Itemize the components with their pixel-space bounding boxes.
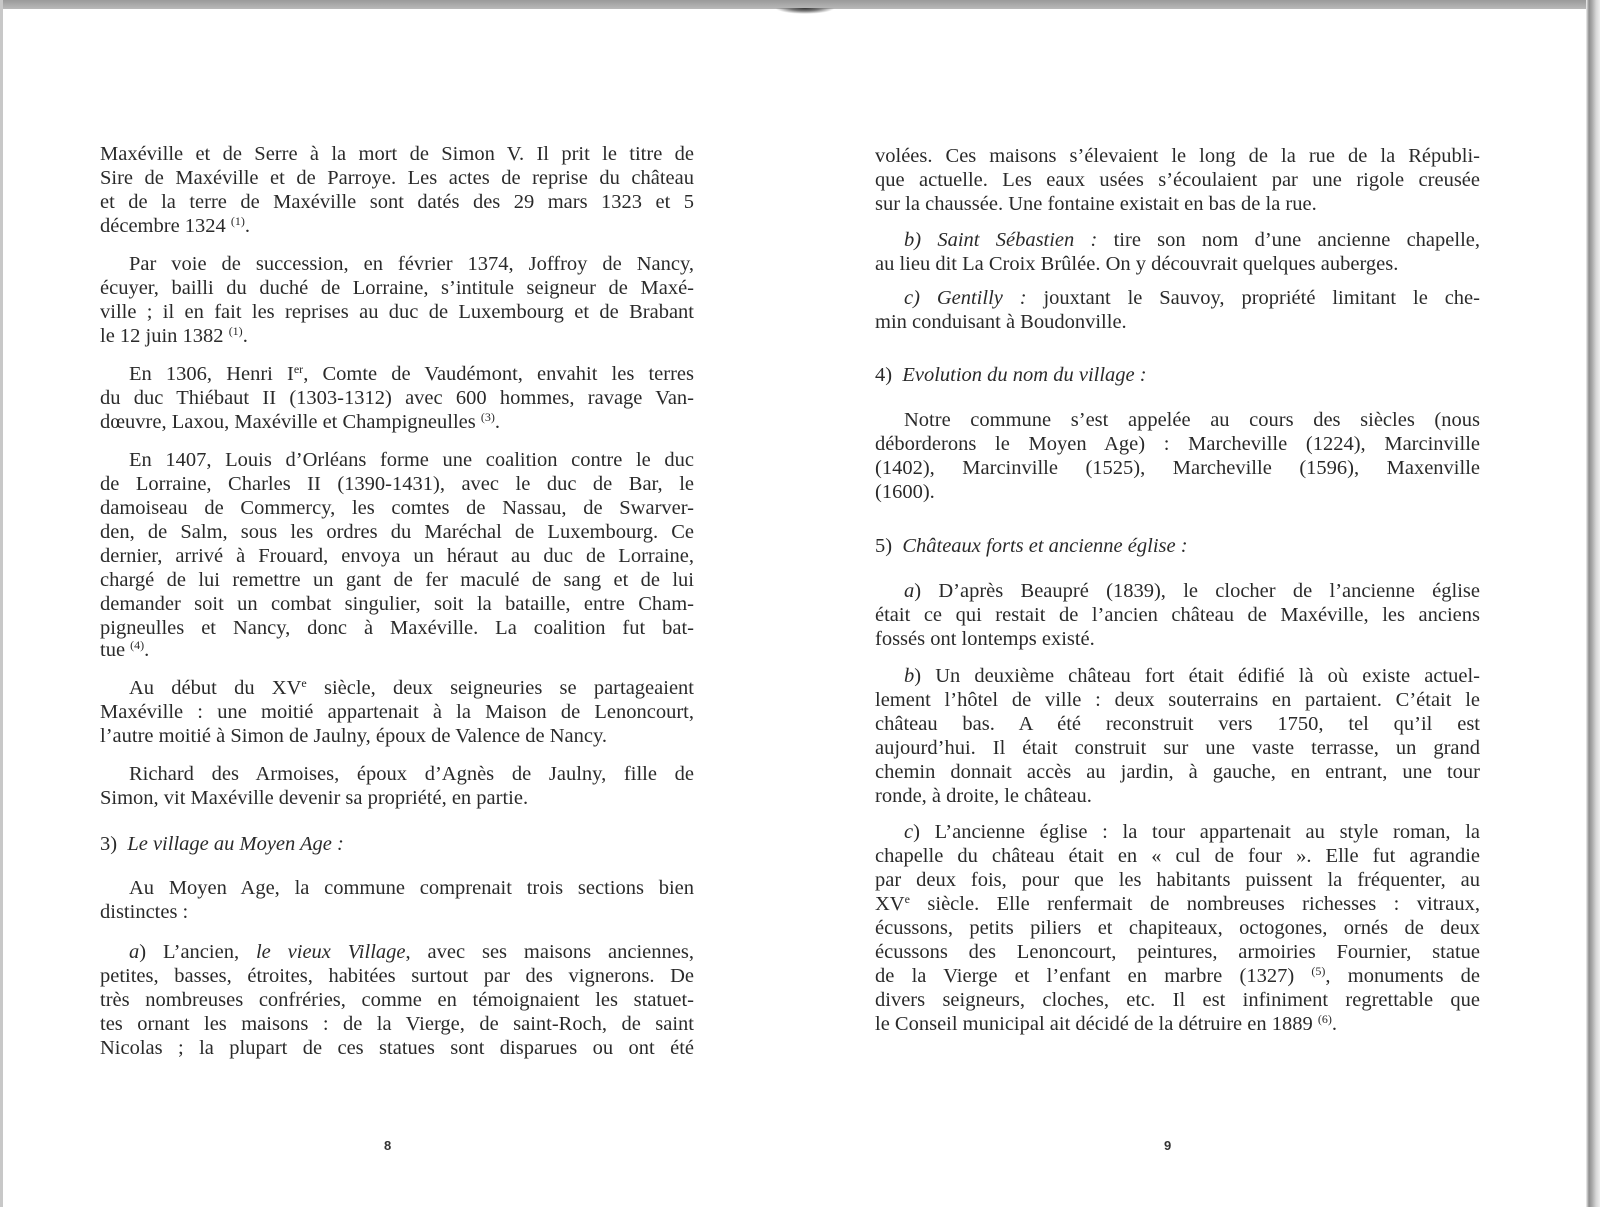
text-fragment: , avec ses maisons anciennes, [405, 941, 694, 963]
text-line [100, 940, 694, 964]
superscript: e [301, 676, 307, 690]
left-page [0, 0, 790, 1207]
text-line: distinctes : [100, 901, 189, 923]
text-line: sur la chaussée. Une fontaine existait en bas de la rue. [875, 193, 1317, 215]
text-line: de Lorraine, Charles II (1390-1431), avec le duc de Bar, le [100, 473, 694, 495]
emphasis: Saint Sébastien : [937, 229, 1098, 251]
text-line: très nombreuses confréries, comme en témoignaient les statuet- [100, 989, 694, 1011]
text-line [100, 362, 694, 386]
list-marker: a [904, 580, 915, 602]
text-line: Richard des Armoises, époux d’Agnès de Jaulny, fille de [129, 763, 694, 785]
text-line: tes ornant les maisons : de la Vierge, de saint-Roch, de saint [100, 1013, 694, 1035]
text-line: den, de Salm, sous les ordres du Maréchal de Luxembourg. Ce [100, 521, 694, 543]
text-line: ville ; il en fait les reprises au duc de Luxembourg et de Brabant [100, 301, 694, 323]
text-line: dernier, arrivé à Frouard, envoya un héraut au duc de Lorraine, [100, 545, 694, 567]
section-heading [875, 534, 1480, 558]
section-title: Châteaux forts et ancienne église : [902, 535, 1188, 557]
text-fragment: dœuvre, Laxou, Maxéville et Champigneulles [100, 411, 476, 433]
text-line [875, 228, 1480, 252]
text-line: ronde, à droite, le château. [875, 785, 1092, 807]
text-fragment: . [1331, 1013, 1338, 1035]
text-line [875, 1012, 1480, 1036]
text-line [875, 286, 1480, 310]
text-line: dœuvre, Laxou, Maxéville et Champigneulles $^{(3)}$. [100, 410, 500, 433]
text-line: déborderons le Moyen Age) : Marcheville (1224), Marcinville [875, 433, 1480, 455]
text-fragment: ) D’après Beaupré (1839), le clocher de l’ancienne église [914, 580, 1480, 602]
text-line: Simon, vit Maxéville devenir sa propriété, en partie. [100, 787, 529, 809]
text-line: demander soit un combat singulier, soit la bataille, entre Cham- [100, 593, 694, 615]
text-line: était ce qui restait de l’ancien château de Maxéville, les anciens [875, 604, 1480, 626]
text-line: volées. Ces maisons s’élevaient le long de la rue de la Républi- [875, 145, 1480, 167]
text-fragment: , monuments de [1325, 965, 1481, 987]
list-marker: b [904, 665, 915, 687]
text-line: du duc Thiébaut II (1303-1312) avec 600 hommes, ravage Van- [100, 387, 694, 409]
footnote-ref: (6) [1317, 1012, 1332, 1026]
text-line: Au Moyen Age, la commune comprenait trois sections bien [129, 877, 694, 899]
text-line: min conduisant à Boudonville. [875, 311, 1127, 333]
text-fragment: le Conseil municipal ait décidé de la détruire en 1889 [875, 1013, 1318, 1035]
text-fragment: siècle. Elle renfermait de nombreuses richesses : vitraux, [909, 893, 1480, 915]
text-fragment: siècle, deux seigneuries se partageaient [306, 677, 694, 699]
text-line: Maxéville et de Serre à la mort de Simon V. Il prit le titre de [100, 143, 694, 165]
text-fragment: XV [875, 893, 905, 915]
text-line: par deux fois, pour que les habitants puissent la fréquenter, au [875, 869, 1480, 891]
text-line: écussons, petits piliers et chapiteaux, octogones, ornés de deux [875, 917, 1480, 939]
text-line: aujourd’hui. Il était construit sur une vaste terrasse, un grand [875, 737, 1480, 759]
footnote-ref: (1) [228, 324, 243, 338]
text-fragment: , Comte de Vaudémont, envahit les terres [303, 363, 694, 385]
section-heading [100, 832, 694, 856]
text-line: chemin donnait accès au jardin, à gauche, en entrant, une tour [875, 761, 1480, 783]
text-line: Maxéville : une moitié appartenait à la Maison de Lenoncourt, [100, 701, 694, 723]
text-line [100, 676, 694, 700]
text-line: (1402), Marcinville (1525), Marcheville (1596), Maxenville [875, 457, 1480, 479]
text-fragment: jouxtant le Sauvoy, propriété limitant le che- [1026, 287, 1480, 309]
text-line: château bas. A été reconstruit vers 1750, tel qu’il est [875, 713, 1480, 735]
text-fragment: En 1306, Henri I [129, 363, 294, 385]
footnote-ref: (5) [1311, 964, 1326, 978]
text-line: damoiseau de Commercy, les comtes de Nassau, de Swarver- [100, 497, 694, 519]
text-line: chargé de lui remettre un gant de fer maculé de sang et de lui [100, 569, 694, 591]
text-line: Par voie de succession, en février 1374, Joffroy de Nancy, [129, 253, 694, 275]
page-number: 8 [384, 1138, 392, 1153]
section-heading [875, 363, 1480, 387]
emphasis: Gentilly : [936, 287, 1027, 309]
text-line [875, 964, 1480, 988]
text-fragment: le 12 juin 1382 [100, 325, 224, 347]
text-fragment: ) Un deuxième château fort était édifié là où existe actuel- [914, 665, 1480, 687]
text-line: au lieu dit La Croix Brûlée. On y découvrait quelques auberges. [875, 253, 1399, 275]
text-line: que actuelle. Les eaux usées s’écoulaient par une rigole creusée [875, 169, 1480, 191]
text-line: Notre commune s’est appelée au cours des siècles (nous [904, 409, 1480, 431]
list-marker: c [904, 821, 914, 843]
text-fragment: de la Vierge et l’enfant en marbre (1327) [875, 965, 1312, 987]
text-line: le 12 juin 1382 $^{(1)}$. [100, 324, 248, 347]
text-line: écussons des Lenoncourt, peintures, armoiries Fournier, statue [875, 941, 1480, 963]
section-number: 5) [875, 535, 893, 557]
text-line: pigneulles et Nancy, donc à Maxéville. La coalition fut bat- [100, 617, 694, 639]
text-line [875, 892, 1480, 916]
text-line: lement l’hôtel de ville : deux souterrains en partaient. C’était le [875, 689, 1480, 711]
text-fragment: tire son nom d’une ancienne chapelle, [1097, 229, 1480, 251]
text-line: l’autre moitié à Simon de Jaulny, époux de Valence de Nancy. [100, 725, 608, 747]
text-fragment: Au début du XV [129, 677, 302, 699]
list-marker: c) [904, 287, 937, 309]
text-line: Nicolas ; la plupart de ces statues sont disparues ou ont été [100, 1037, 694, 1059]
page-number: 9 [1164, 1138, 1172, 1153]
footnote-ref: (1) [230, 214, 245, 228]
text-line: écuyer, bailli du duché de Lorraine, s’intitule seigneur de Maxé- [100, 277, 694, 299]
text-line: petites, basses, étroites, habitées surtout par des vignerons. De [100, 965, 694, 987]
section-number: 3) [100, 833, 118, 855]
superscript: e [904, 892, 910, 906]
text-line: divers seigneurs, cloches, etc. Il est infiniment regrettable que [875, 989, 1480, 1011]
footnote-ref: (3) [480, 410, 495, 424]
text-line: décembre 1324 $^{(1)}$. [100, 214, 251, 237]
emphasis: le vieux Village [255, 941, 406, 963]
text-line: tue $^{(4)}$. [100, 638, 150, 661]
text-line: (1600). [875, 481, 935, 503]
footnote-ref: (4) [130, 638, 145, 652]
text-fragment: ) L’ancienne église : la tour appartenait au style roman, la [913, 821, 1480, 843]
text-fragment: ) L’ancien, [139, 941, 256, 963]
right-page [790, 0, 1586, 1207]
list-marker: b) [904, 229, 938, 251]
section-number: 4) [875, 364, 893, 386]
scan-right-edge [1586, 0, 1600, 1207]
section-title: Le village au Moyen Age : [127, 833, 344, 855]
text-line: Sire de Maxéville et de Parroye. Les actes de reprise du château [100, 167, 694, 189]
text-line: chapelle du château était en « cul de four ». Elle fut agrandie [875, 845, 1480, 867]
text-line [875, 579, 1480, 603]
text-line [875, 820, 1480, 844]
text-line: et de la terre de Maxéville sont datés des 29 mars 1323 et 5 [100, 191, 694, 213]
superscript: er [293, 362, 304, 376]
text-line [875, 664, 1480, 688]
text-line: fossés ont lontemps existé. [875, 628, 1095, 650]
section-title: Evolution du nom du village : [902, 364, 1147, 386]
text-line: En 1407, Louis d’Orléans forme une coalition contre le duc [129, 449, 694, 471]
text-fragment: tue [100, 639, 126, 661]
list-marker: a [129, 941, 140, 963]
text-fragment: décembre 1324 [100, 215, 226, 237]
